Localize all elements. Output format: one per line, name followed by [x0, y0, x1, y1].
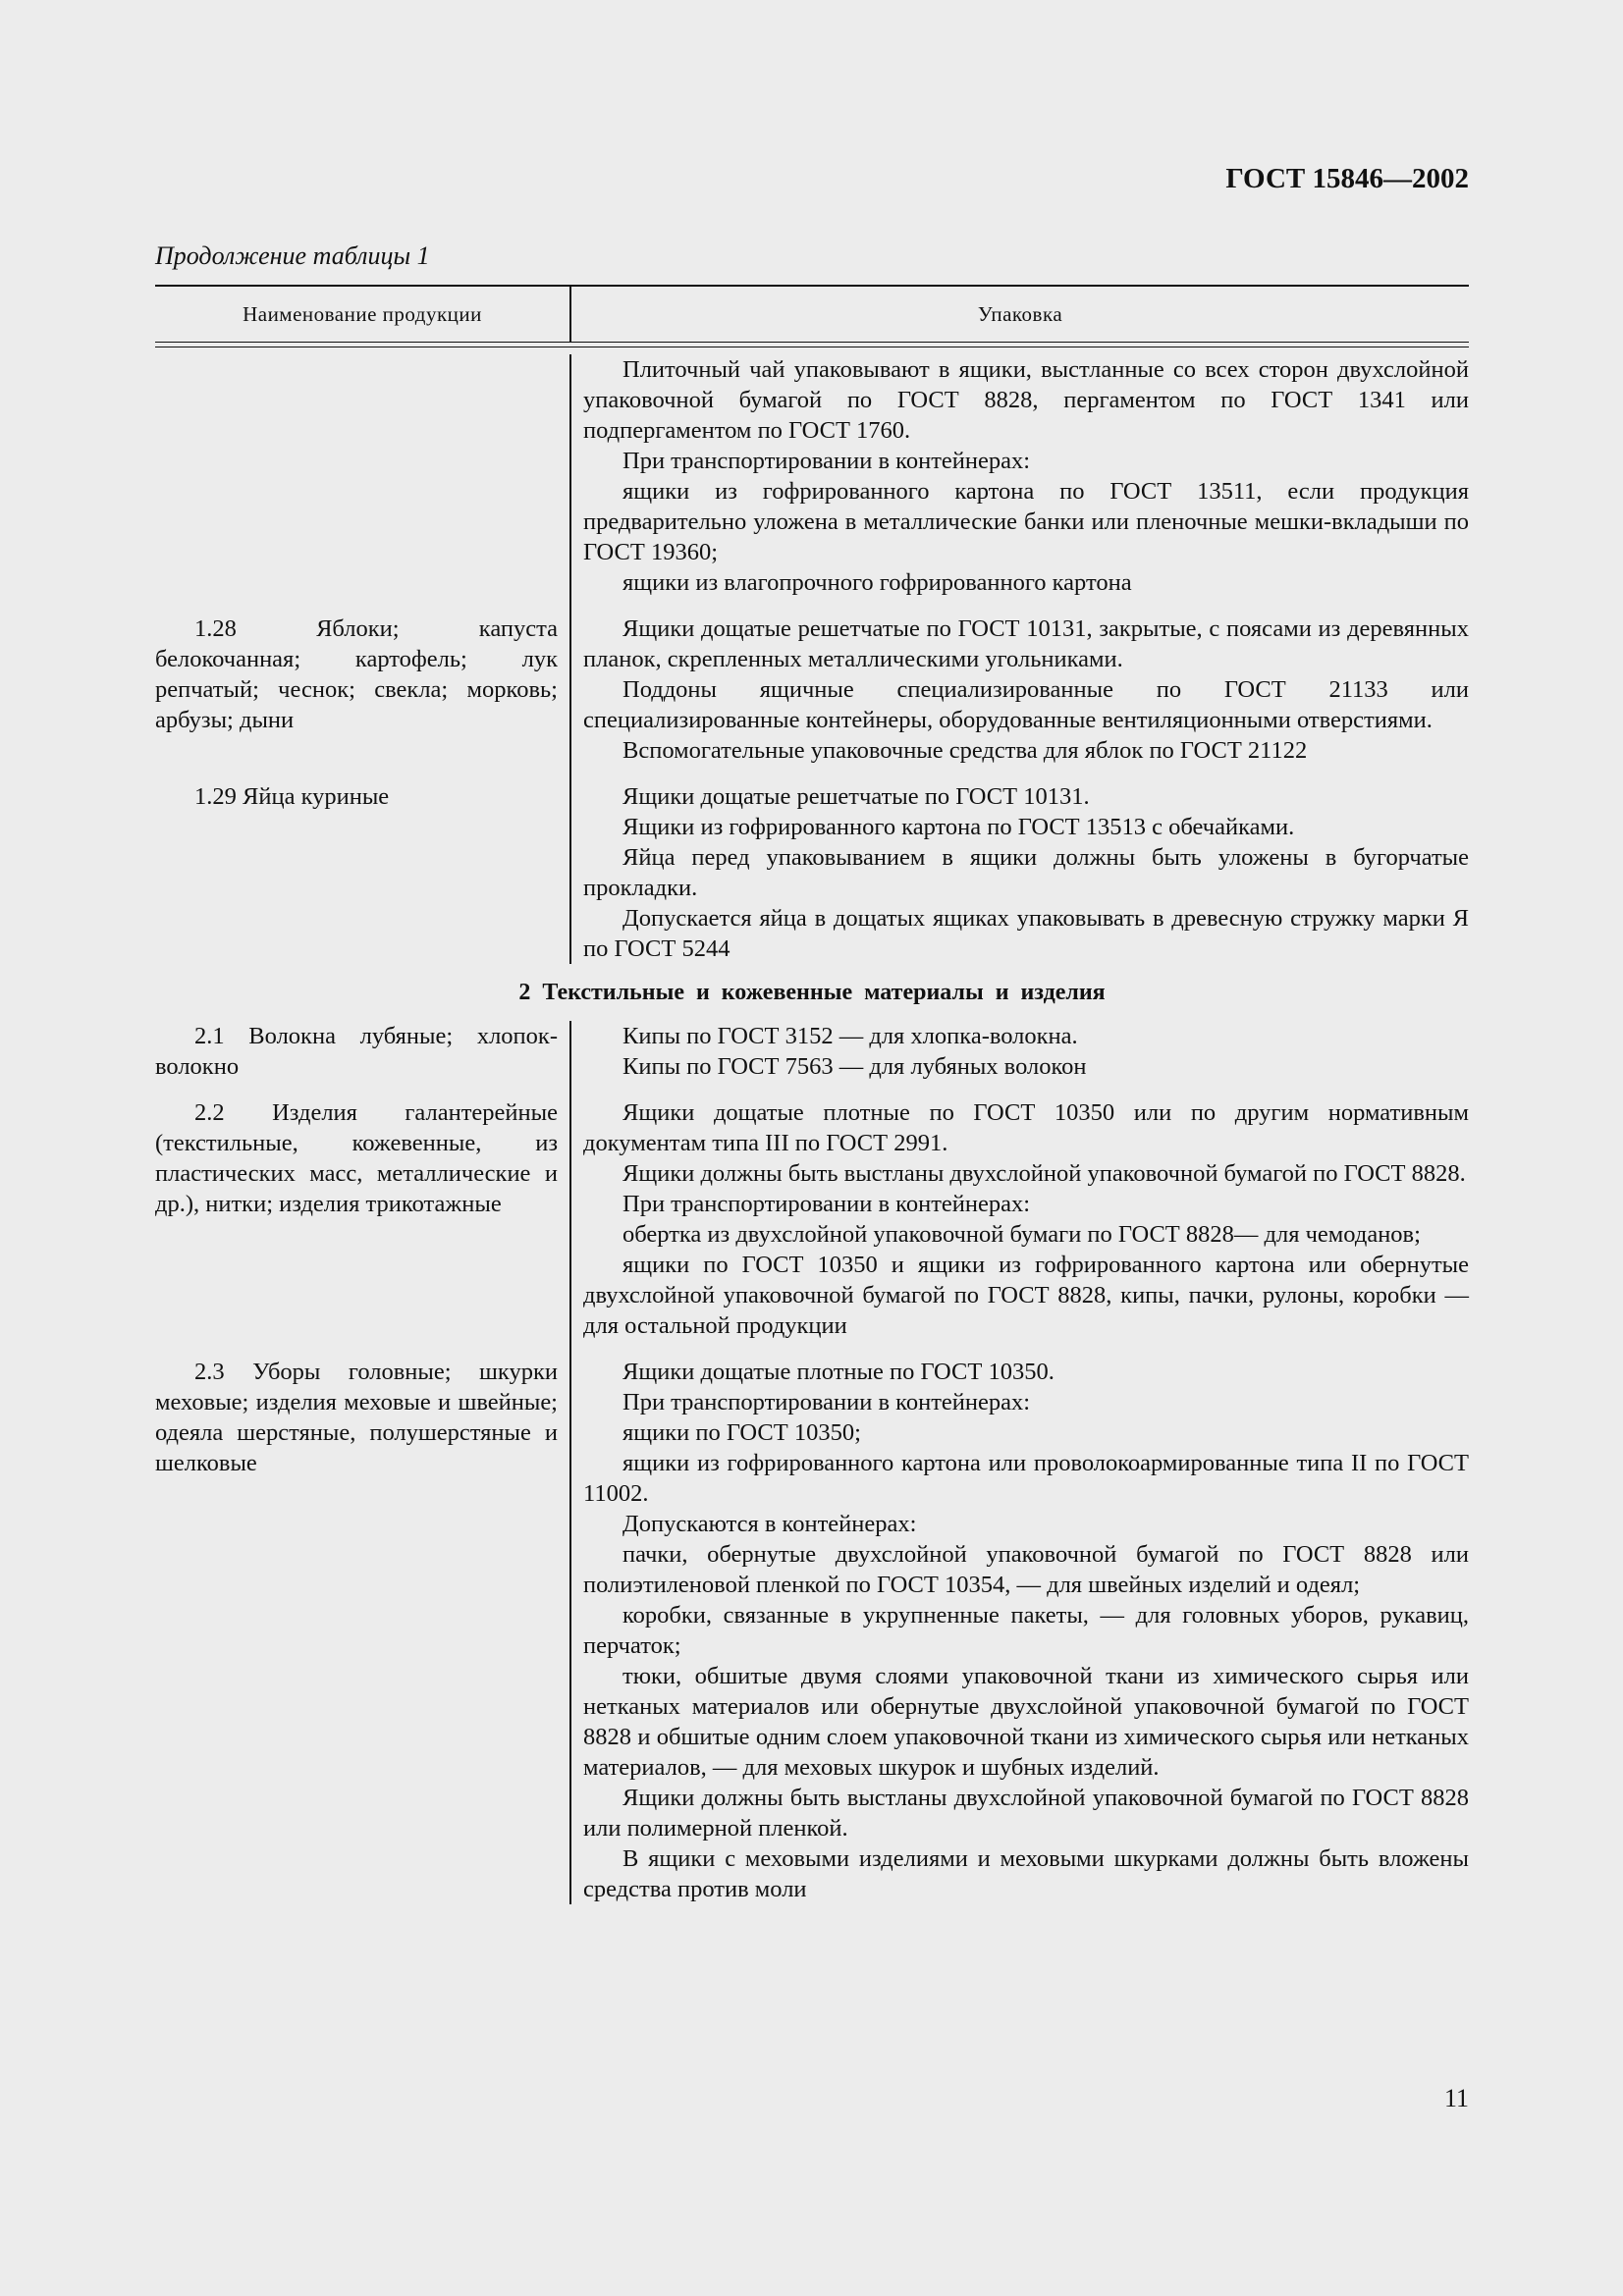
packaging-paragraph: Яйца перед упаковыванием в ящики должны быть уложены в бугорчатые прокладки.: [583, 844, 1469, 901]
product-name: 1.29 Яйца куриные: [194, 783, 390, 810]
packaging-paragraph: Ящики дощатые решетчатые по ГОСТ 10131.: [622, 783, 1090, 810]
packaging-paragraph: Ящики из гофрированного картона по ГОСТ 13513 с обечайками.: [622, 814, 1295, 840]
packaging-paragraph: Вспомогательные упаковочные средства для яблок по ГОСТ 21122: [622, 737, 1308, 764]
product-name-cell: [155, 1097, 571, 1341]
packaging-paragraph: Допускается яйца в дощатых ящиках упаковывать в древесную стружку марки Я по ГОСТ 5244: [583, 905, 1469, 962]
table-row: [155, 1097, 1469, 1341]
product-name-cell: [155, 1021, 571, 1082]
packaging-paragraph: ящики из гофрированного картона по ГОСТ 13511, если продукция предварительно уложена в металлические банки или пленочные мешки-вкладыши по ГОСТ 19360;: [583, 478, 1469, 565]
page-number: 11: [1443, 2084, 1469, 2112]
table-row: [155, 1021, 1469, 1082]
packaging-paragraph: Ящики должны быть выстланы двухслойной упаковочной бумагой по ГОСТ 8828 или полимерной пленкой.: [583, 1785, 1469, 1842]
table-block-2: [155, 1021, 1469, 1904]
packaging-paragraph: Кипы по ГОСТ 3152 — для хлопка-волокна.: [622, 1023, 1078, 1049]
product-name: 1.28 Яблоки; капуста белокочанная; картофель; лук репчатый; чеснок; свекла; морковь; арбузы; дыни: [155, 615, 558, 733]
packaging-paragraph: Ящики дощатые плотные по ГОСТ 10350.: [622, 1359, 1055, 1385]
product-name-cell: [155, 354, 571, 598]
product-name-cell: [155, 1357, 571, 1904]
packaging-cell: [583, 1357, 1469, 1904]
packaging-cell: [583, 1021, 1469, 1082]
block-2-rows: [155, 1021, 1469, 1904]
packaging-cell: [583, 614, 1469, 766]
packaging-paragraph: При транспортировании в контейнерах:: [622, 1191, 1031, 1217]
table-row: [155, 614, 1469, 766]
block-1-rows: [155, 354, 1469, 964]
product-name-cell: [155, 614, 571, 766]
product-name: 2.2 Изделия галантерейные (текстильные, кожевенные, из пластических масс, металлические и др.), нитки; изделия трикотажные: [155, 1099, 558, 1217]
packaging-paragraph: При транспортировании в контейнерах:: [622, 1389, 1031, 1415]
packaging-paragraph: ящики из влагопрочного гофрированного картона: [622, 569, 1132, 596]
table-row: [155, 354, 1469, 598]
packaging-paragraph: пачки, обернутые двухслойной упаковочной бумагой по ГОСТ 8828 или полиэтиленовой пленкой по ГОСТ 10354, — для швейных изделий и одеял;: [583, 1541, 1469, 1598]
packaging-paragraph: Плиточный чай упаковывают в ящики, выстланные со всех сторон двухслойной упаковочной бумагой по ГОСТ 8828, пергаментом по ГОСТ 1341 или подпергаментом по ГОСТ 1760.: [583, 356, 1469, 444]
column-header-packaging: Упаковка: [977, 302, 1063, 326]
table-block-1: [155, 354, 1469, 964]
packaging-paragraph: ящики по ГОСТ 10350;: [622, 1419, 861, 1446]
packaging-paragraph: тюки, обшитые двумя слоями упаковочной ткани из химического сырья или нетканых материалов или обернутые двухслойной упаковочной бумагой по ГОСТ 8828 и обшитые одним слоем упаковочной ткани из химического сырья или нетканых материалов, — для меховых шкурок и шубных изделий.: [583, 1663, 1469, 1781]
packaging-paragraph: Допускаются в контейнерах:: [622, 1511, 917, 1537]
packaging-paragraph: Ящики дощатые плотные по ГОСТ 10350 или по другим нормативным документам типа III по ГОСТ 2991.: [583, 1099, 1469, 1156]
packaging-cell: [583, 1097, 1469, 1341]
packaging-paragraph: В ящики с меховыми изделиями и меховыми шкурками должны быть вложены средства против моли: [583, 1845, 1469, 1902]
column-header-name: Наименование продукции: [243, 302, 482, 326]
packaging-cell: [583, 354, 1469, 598]
table-header: [155, 285, 1469, 343]
packaging-table: [155, 285, 1469, 1904]
document-code: ГОСТ 15846—2002: [1225, 163, 1469, 194]
packaging-paragraph: ящики по ГОСТ 10350 и ящики из гофрированного картона или обернутые двухслойной упаковочной бумагой по ГОСТ 8828, кипы, пачки, рулоны, коробки — для остальной продукции: [583, 1252, 1469, 1339]
packaging-cell: [583, 781, 1469, 964]
packaging-paragraph: коробки, связанные в укрупненные пакеты, — для головных уборов, рукавиц, перчаток;: [583, 1602, 1469, 1659]
packaging-paragraph: При транспортировании в контейнерах:: [622, 448, 1031, 474]
table-caption: Продолжение таблицы 1: [155, 241, 430, 270]
product-name: 2.1 Волокна лубяные; хлопок-волокно: [155, 1023, 558, 1080]
packaging-paragraph: Ящики должны быть выстланы двухслойной упаковочной бумагой по ГОСТ 8828.: [622, 1160, 1466, 1187]
packaging-paragraph: обертка из двухслойной упаковочной бумаги по ГОСТ 8828— для чемоданов;: [622, 1221, 1421, 1248]
packaging-paragraph: Ящики дощатые решетчатые по ГОСТ 10131, закрытые, с поясами из деревянных планок, скрепленных металлическими угольниками.: [583, 615, 1469, 672]
section-title: 2 Текстильные и кожевенные материалы и изделия: [518, 980, 1106, 1005]
column-divider: [569, 1021, 571, 1904]
column-divider: [569, 354, 571, 964]
table-row: [155, 781, 1469, 964]
product-name: 2.3 Уборы головные; шкурки меховые; изделия меховые и швейные; одеяла шерстяные, полушерстяные и шелковые: [155, 1359, 558, 1476]
packaging-paragraph: Поддоны ящичные специализированные по ГОСТ 21133 или специализированные контейнеры, оборудованные вентиляционными отверстиями.: [583, 676, 1469, 733]
product-name-cell: [155, 781, 571, 964]
packaging-paragraph: ящики из гофрированного картона или проволокоармированные типа II по ГОСТ 11002.: [583, 1450, 1469, 1507]
table-row: [155, 1357, 1469, 1904]
packaging-paragraph: Кипы по ГОСТ 7563 — для лубяных волокон: [622, 1053, 1087, 1080]
